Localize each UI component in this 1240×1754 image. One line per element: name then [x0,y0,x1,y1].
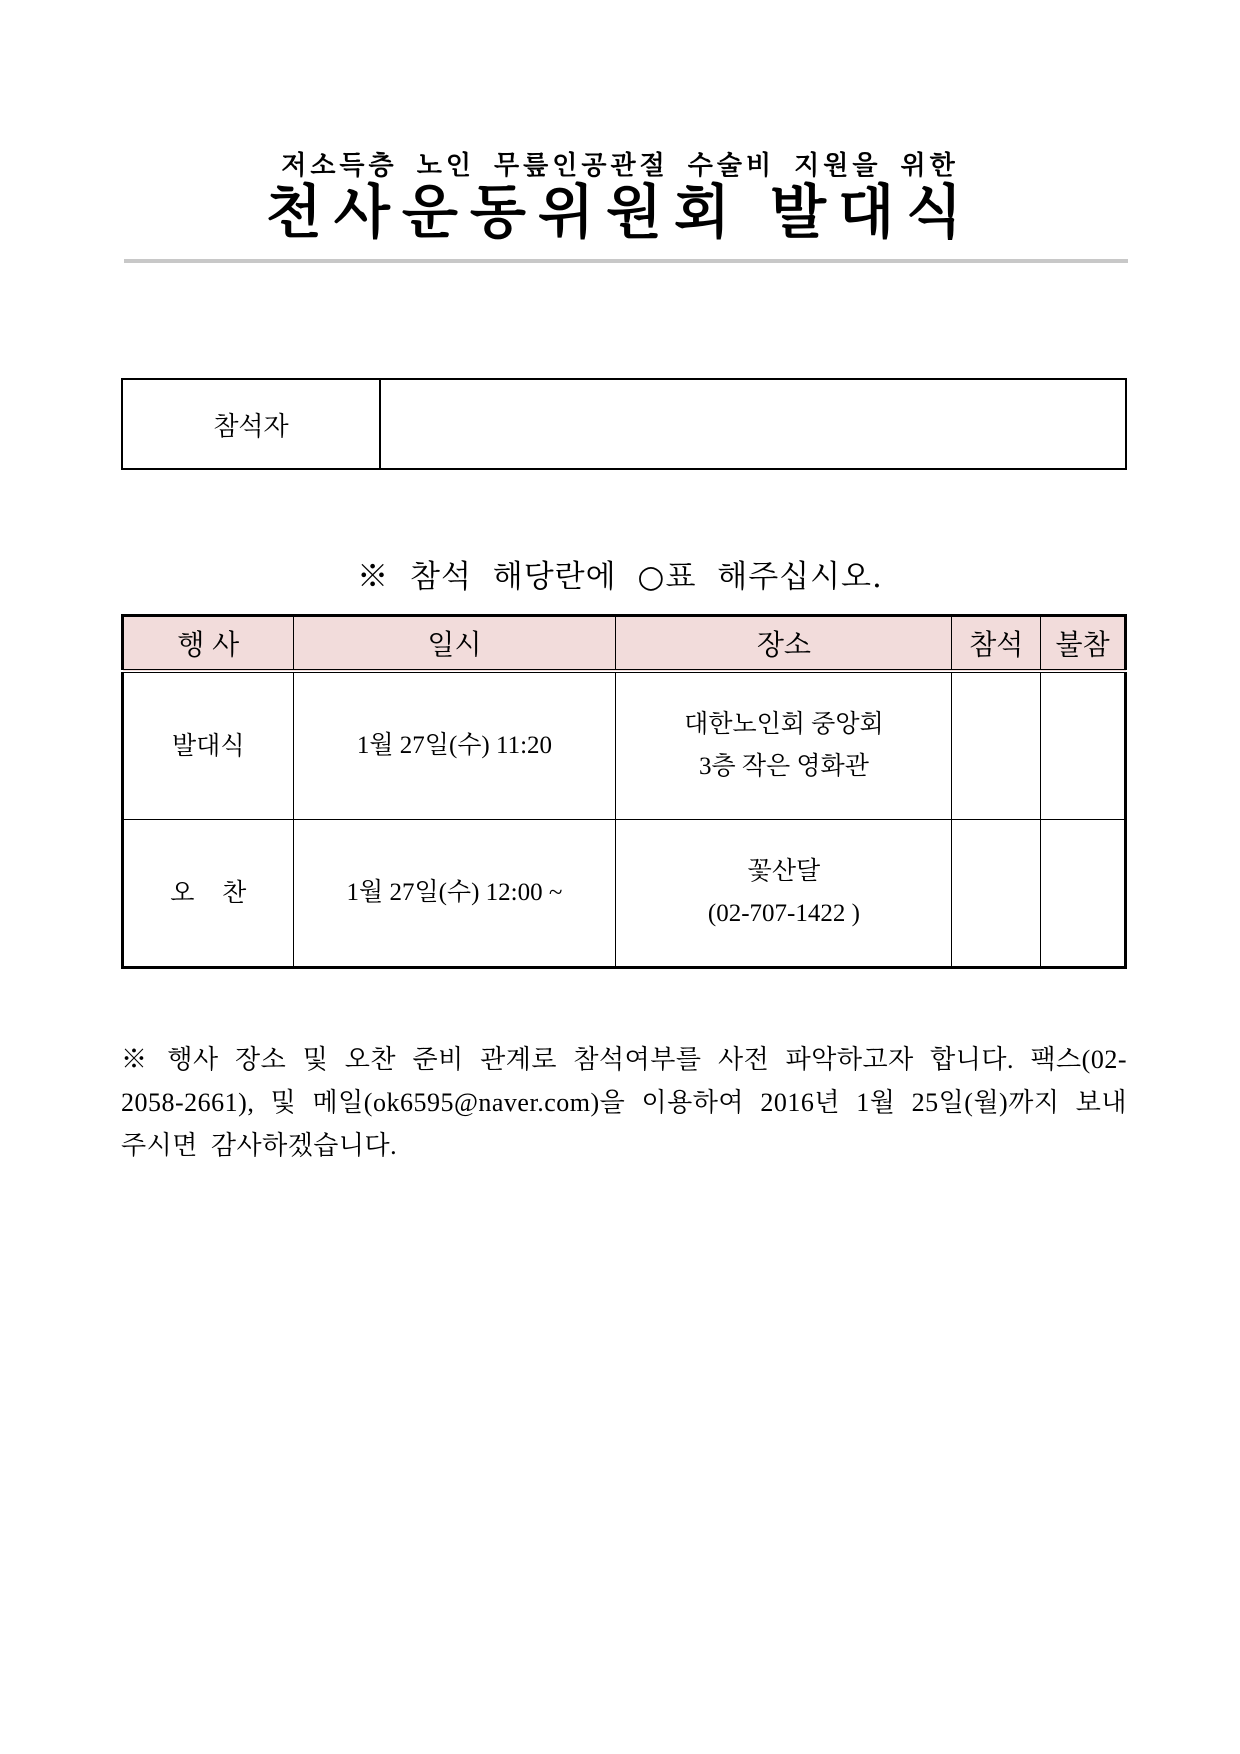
attendee-table [121,378,1127,470]
header-place: 장소 [616,616,952,672]
attendee-label: 참석자 [122,379,380,469]
header-absent: 불참 [1041,616,1126,672]
attendance-notice: ※ 참석 해당란에 ○표 해주십시오. [357,559,883,595]
absent-cell[interactable] [1041,671,1126,819]
event-place [616,819,952,967]
place-line-2: 3층 작은 영화관 [698,752,869,780]
attend-cell[interactable] [952,819,1041,967]
place-line-1: 대한노인회 중앙회 [684,710,884,738]
table-row [123,671,1126,819]
document-title [0,176,1240,248]
event-place [616,671,952,819]
header-attend: 참석 [952,616,1041,672]
event-name: 발대식 [123,671,294,819]
document-subtitle: 저소득층 노인 무릎인공관절 수술비 지원을 위한 [281,151,959,181]
attend-cell[interactable] [952,671,1041,819]
event-datetime: 1월 27일(수) 12:00 ~ [293,819,616,967]
table-row [123,819,1126,967]
title-divider [124,259,1128,263]
place-line-1: 꽃산달 [747,857,821,885]
header-event: 행 사 [123,616,294,672]
place-line-2: (02-707-1422 ) [707,899,860,927]
absent-cell[interactable] [1041,819,1126,967]
events-header-row [123,616,1126,672]
event-name: 오 찬 [123,819,294,967]
events-table [121,614,1127,969]
attendee-input-cell[interactable] [380,379,1126,469]
title-tail: 발대식 [770,178,975,246]
event-datetime: 1월 27일(수) 11:20 [293,671,616,819]
footer-note: ※ 행사 장소 및 오찬 준비 관계로 참석여부를 사전 파악하고자 합니다. 팩스(02-2058-2661), 및 메일(ok6595@naver.com)을 이용하여 2016년 1월 25일(월)까지 보내주시면 감사하겠습니다. [121,1045,1127,1160]
title-main: 천사운동위원회 [265,178,743,246]
header-datetime: 일시 [293,616,616,672]
